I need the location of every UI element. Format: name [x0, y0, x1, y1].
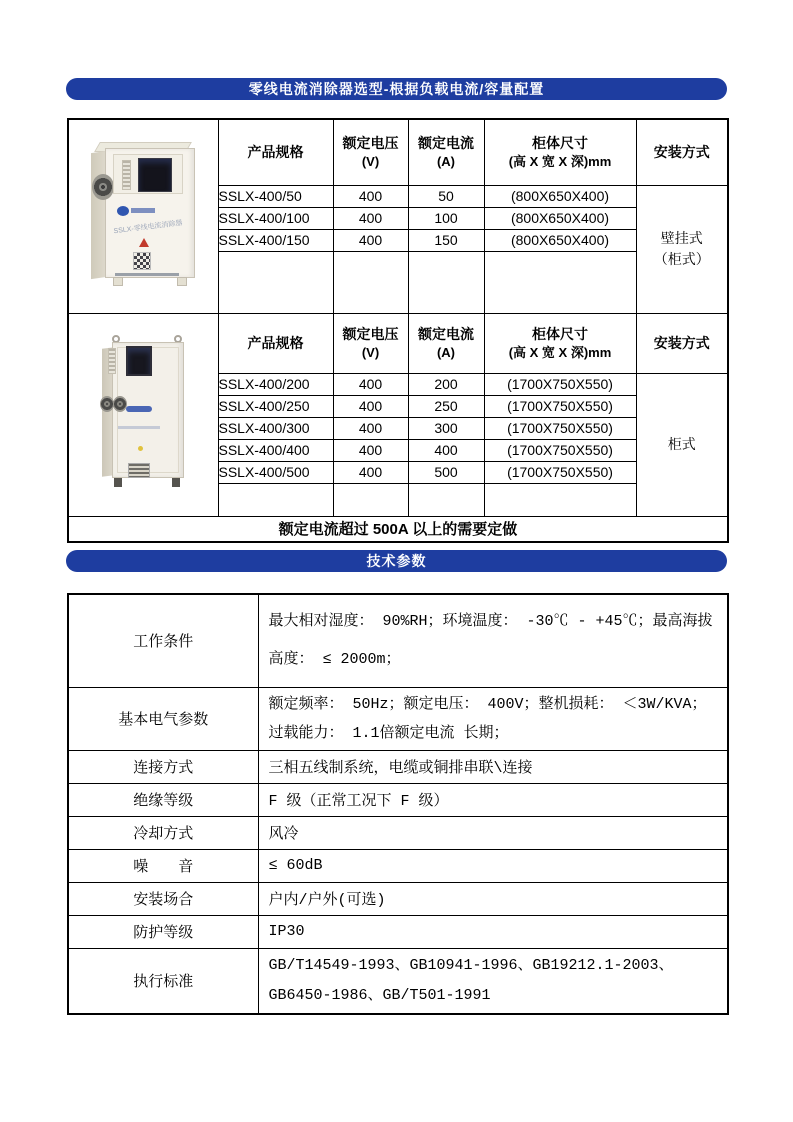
- spec-cell: SSLX-400/100: [218, 207, 333, 229]
- custom-order-note: 额定电流超过 500A 以上的需要定做: [68, 516, 728, 542]
- param-label: 安装场合: [68, 882, 258, 915]
- param-label: 噪 音: [68, 849, 258, 882]
- model-text-bar: [118, 426, 160, 429]
- param-label: 执行标准: [68, 948, 258, 1014]
- selection-section-banner: 零线电流消除器选型-根据负载电流/容量配置: [66, 78, 727, 100]
- product-photo-label: SSLX-零线电流消除器: [113, 219, 184, 235]
- current-cell: 200: [408, 373, 484, 395]
- selection-table: [67, 118, 729, 543]
- bottom-grille: [128, 463, 150, 478]
- fan-icon: [92, 174, 114, 200]
- size-cell: (1700X750X550): [484, 373, 636, 395]
- current-cell: 100: [408, 207, 484, 229]
- display-screen: [126, 346, 152, 376]
- voltage-cell: 400: [333, 417, 408, 439]
- table-row: [68, 687, 728, 750]
- voltage-cell: 400: [333, 207, 408, 229]
- col-header-spec: 产品规格: [218, 313, 333, 373]
- tech-parameters-table: [67, 593, 729, 1015]
- table-row: [68, 816, 728, 849]
- mount-type-cell: 壁挂式 （柜式）: [636, 185, 728, 313]
- voltage-cell: 400: [333, 439, 408, 461]
- spec-cell: SSLX-400/250: [218, 395, 333, 417]
- size-cell: (800X650X400): [484, 185, 636, 207]
- qr-code: [133, 252, 151, 270]
- mount-type-cell: 柜式: [636, 373, 728, 516]
- param-label: 绝缘等级: [68, 783, 258, 816]
- col-header-spec: 产品规格: [218, 119, 333, 185]
- size-cell: (1700X750X550): [484, 395, 636, 417]
- voltage-cell: 400: [333, 229, 408, 251]
- param-value: 三相五线制系统，电缆或铜排串联\连接: [258, 750, 728, 783]
- col-header-size: 柜体尺寸 (高 X 宽 X 深)mm: [484, 119, 636, 185]
- param-value: 风冷: [258, 816, 728, 849]
- voltage-cell: 400: [333, 185, 408, 207]
- vent-slot: [108, 348, 116, 374]
- param-value: ≤ 60dB: [258, 849, 728, 882]
- warning-mark-icon: [139, 238, 149, 247]
- product-photo-cabinet: [100, 334, 186, 492]
- table-row: [68, 849, 728, 882]
- product-photo-cabinet-cell: [68, 313, 218, 516]
- cabinet-foot: [113, 277, 123, 286]
- voltage-cell: 400: [333, 395, 408, 417]
- param-value: F 级（正常工况下 F 级）: [258, 783, 728, 816]
- current-cell: 250: [408, 395, 484, 417]
- table-row: [68, 783, 728, 816]
- col-header-voltage: 额定电压 (V): [333, 313, 408, 373]
- brand-logo-icon: [126, 406, 152, 412]
- spec-cell: SSLX-400/150: [218, 229, 333, 251]
- table-row: [68, 915, 728, 948]
- cabinet-foot: [172, 478, 180, 487]
- display-panel: [113, 154, 183, 194]
- col-header-voltage: 额定电压 (V): [333, 119, 408, 185]
- col-header-current: 额定电流 (A): [408, 313, 484, 373]
- spec-cell: SSLX-400/500: [218, 461, 333, 483]
- product-photo-wallmount-cell: [68, 119, 218, 313]
- product-photo-wallmount: [91, 140, 195, 290]
- param-value: 最大相对湿度： 90%RH；环境温度： -30℃ - +45℃；最高海拔高度： ≤ 2000m；: [258, 594, 728, 687]
- param-label: 基本电气参数: [68, 687, 258, 750]
- size-cell: (1700X750X550): [484, 417, 636, 439]
- col-header-size: 柜体尺寸 (高 X 宽 X 深)mm: [484, 313, 636, 373]
- vent-slot: [122, 160, 131, 190]
- tech-section-banner: 技术参数: [66, 550, 727, 572]
- cabinet-foot: [114, 478, 122, 487]
- current-cell: 500: [408, 461, 484, 483]
- current-cell: 150: [408, 229, 484, 251]
- brand-logo-icon: [117, 206, 129, 216]
- size-cell: (800X650X400): [484, 229, 636, 251]
- table-row: [68, 948, 728, 1014]
- spec-cell: SSLX-400/200: [218, 373, 333, 395]
- table-row: [68, 882, 728, 915]
- spec-cell: SSLX-400/50: [218, 185, 333, 207]
- cabinet-foot: [177, 277, 187, 286]
- photo-caption-bar: [115, 273, 179, 276]
- size-cell: (1700X750X550): [484, 461, 636, 483]
- voltage-cell: 400: [333, 373, 408, 395]
- voltage-cell: 400: [333, 461, 408, 483]
- table-row: [68, 594, 728, 687]
- param-label: 工作条件: [68, 594, 258, 687]
- current-cell: 400: [408, 439, 484, 461]
- table-row: [68, 750, 728, 783]
- param-value: 额定频率： 50Hz；额定电压： 400V；整机损耗： ＜3W/KVA；过载能力： 1.1倍额定电流 长期；: [258, 687, 728, 750]
- table-header-row: [68, 313, 728, 373]
- param-label: 防护等级: [68, 915, 258, 948]
- spec-cell: SSLX-400/400: [218, 439, 333, 461]
- param-value: GB/T14549-1993、GB10941-1996、GB19212.1-2003、GB6450-1986、GB/T501-1991: [258, 948, 728, 1014]
- footnote-row: [68, 516, 728, 542]
- param-value: 户内/户外(可选): [258, 882, 728, 915]
- brand-logo-text: [131, 208, 155, 213]
- col-header-mount: 安装方式: [636, 119, 728, 185]
- current-cell: 300: [408, 417, 484, 439]
- current-cell: 50: [408, 185, 484, 207]
- col-header-current: 额定电流 (A): [408, 119, 484, 185]
- display-screen: [138, 158, 172, 192]
- param-label: 冷却方式: [68, 816, 258, 849]
- col-header-mount: 安装方式: [636, 313, 728, 373]
- param-value: IP30: [258, 915, 728, 948]
- table-header-row: [68, 119, 728, 185]
- param-label: 连接方式: [68, 750, 258, 783]
- size-cell: (1700X750X550): [484, 439, 636, 461]
- size-cell: (800X650X400): [484, 207, 636, 229]
- spec-cell: SSLX-400/300: [218, 417, 333, 439]
